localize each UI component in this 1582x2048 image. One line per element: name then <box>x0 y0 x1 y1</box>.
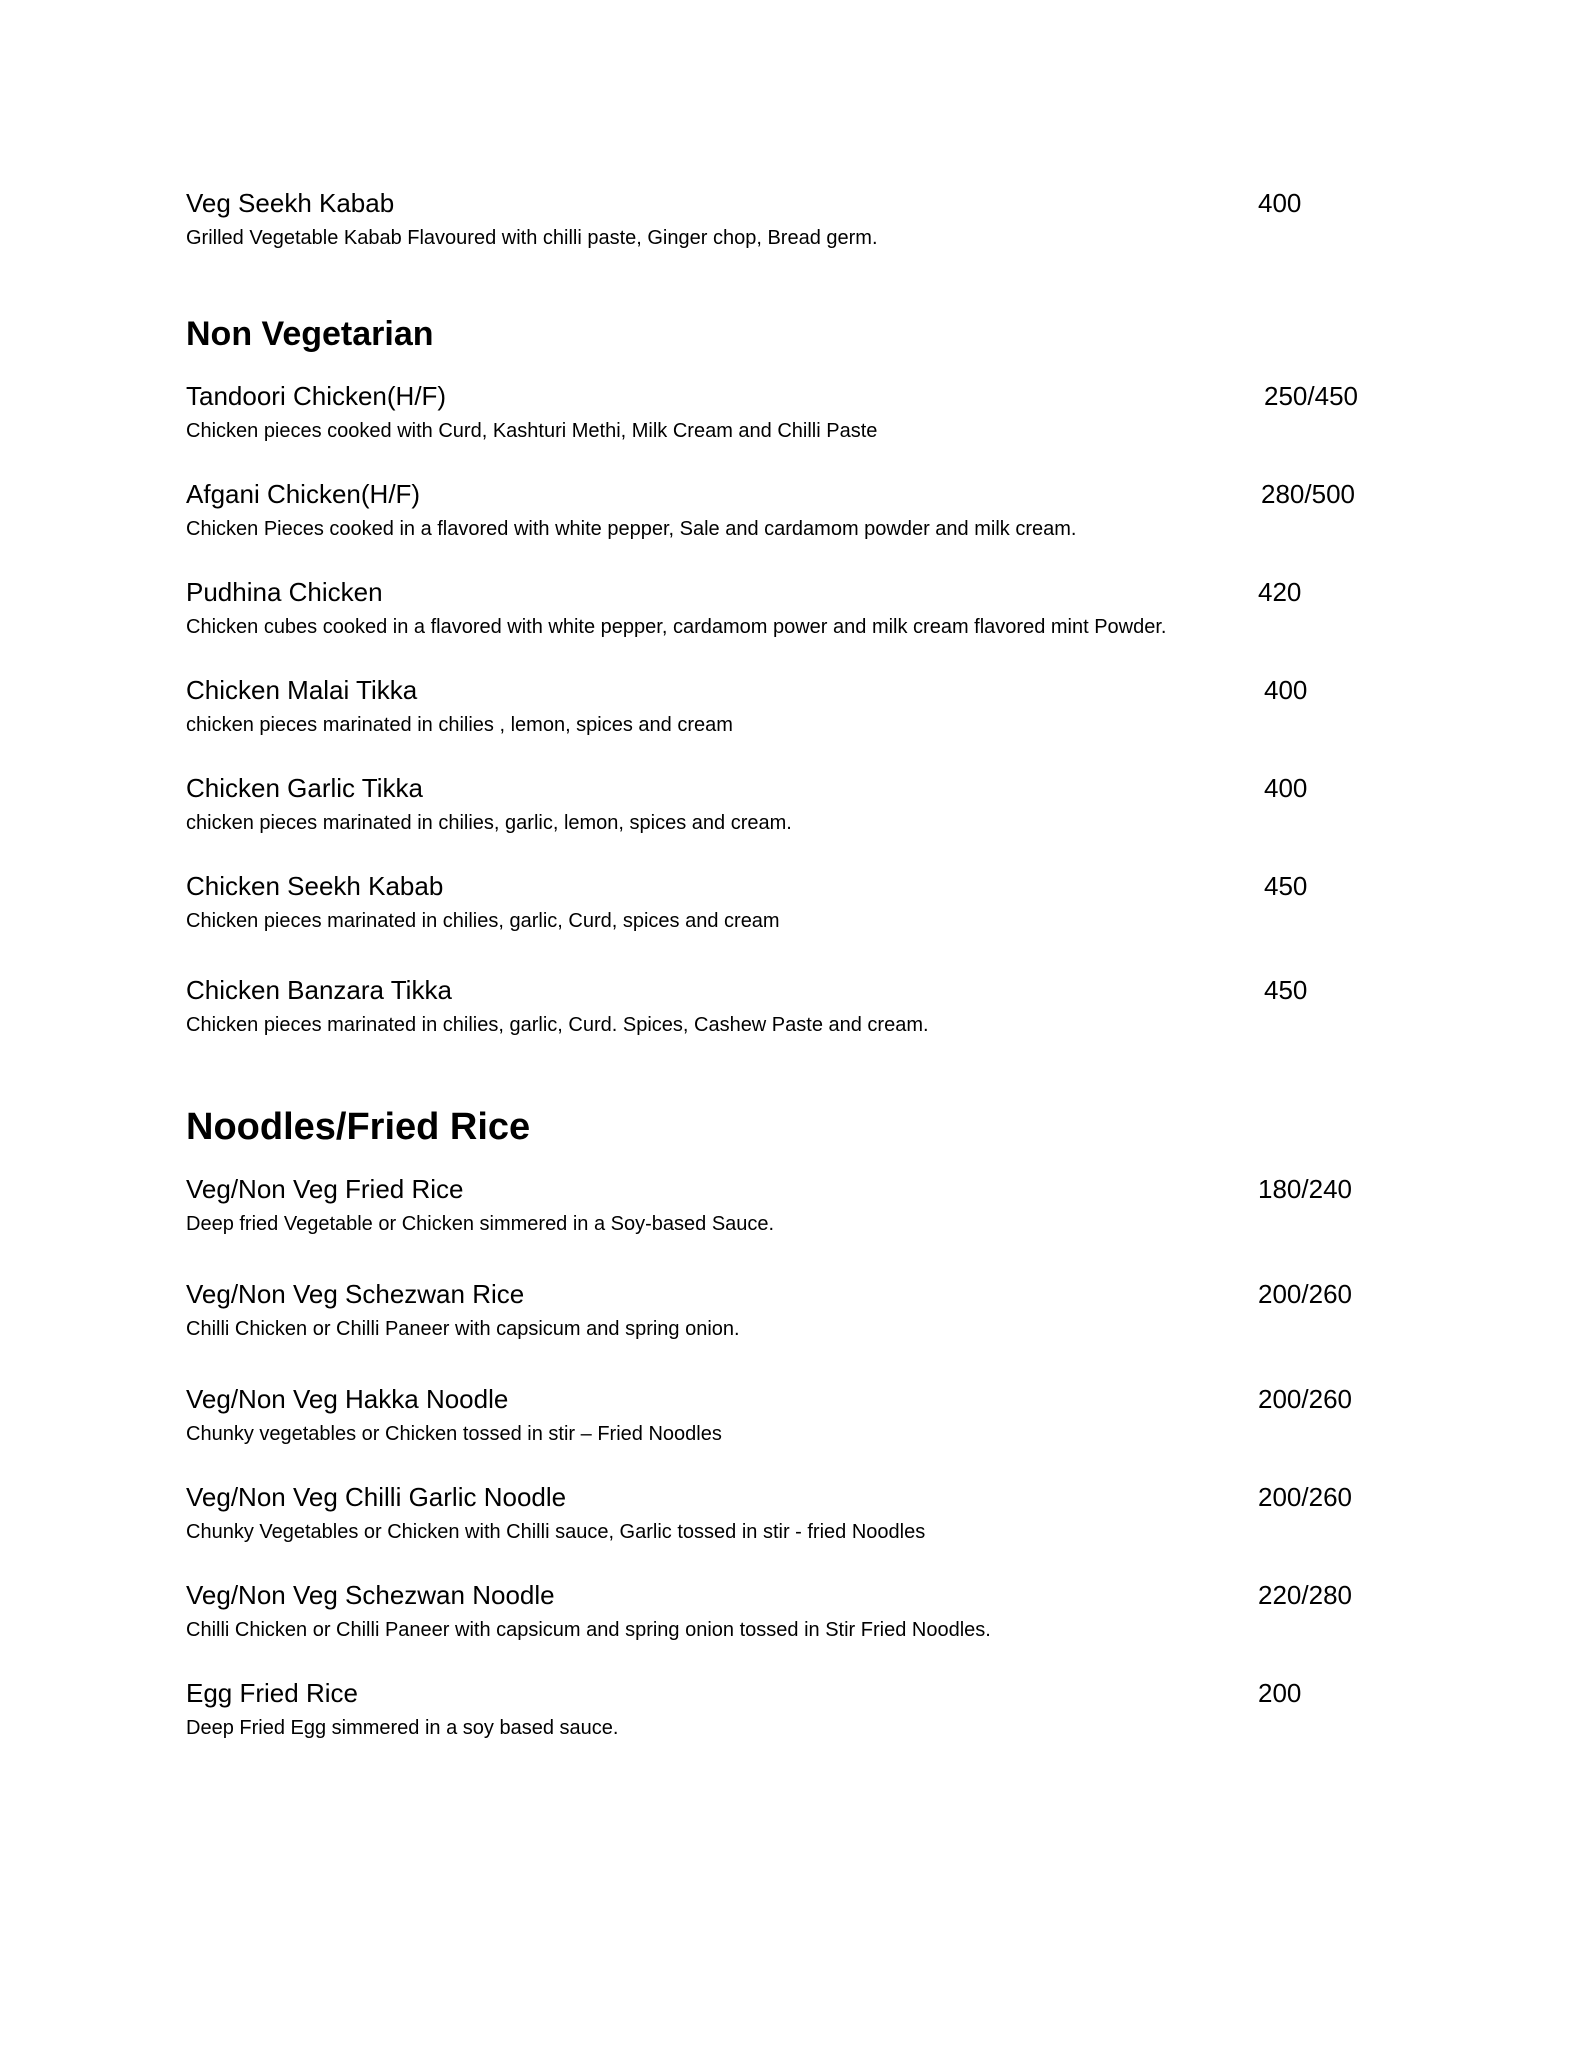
item-name: Chicken Malai Tikka <box>186 675 418 705</box>
item-description: Chilli Chicken or Chilli Paneer with capsicum and spring onion. <box>186 1318 740 1340</box>
item-name: Veg Seekh Kabab <box>186 188 395 218</box>
item-price: 200/260 <box>1258 1384 1352 1414</box>
item-name: Chicken Seekh Kabab <box>186 871 444 901</box>
item-description: Deep fried Vegetable or Chicken simmered in a Soy-based Sauce. <box>186 1213 775 1235</box>
item-description: chicken pieces marinated in chilies, garlic, lemon, spices and cream. <box>186 812 792 834</box>
item-price: 400 <box>1264 675 1308 705</box>
item-price: 200/260 <box>1258 1279 1352 1309</box>
item-description: Chunky vegetables or Chicken tossed in stir – Fried Noodles <box>186 1423 722 1445</box>
item-description: Chicken cubes cooked in a flavored with white pepper, cardamom power and milk cream flavored mint Powder. <box>186 616 1167 638</box>
item-name: Pudhina Chicken <box>186 577 383 607</box>
section-heading-noodles-fried-rice: Noodles/Fried Rice <box>186 1106 531 1148</box>
item-name: Veg/Non Veg Schezwan Noodle <box>186 1580 555 1610</box>
item-price: 180/240 <box>1258 1174 1352 1204</box>
item-price: 400 <box>1258 188 1302 218</box>
item-price: 220/280 <box>1258 1580 1352 1610</box>
item-price: 280/500 <box>1261 479 1355 509</box>
item-price: 200/260 <box>1258 1482 1352 1512</box>
item-description: Grilled Vegetable Kabab Flavoured with chilli paste, Ginger chop, Bread germ. <box>186 227 878 249</box>
item-name: Chicken Garlic Tikka <box>186 773 423 803</box>
item-name: Veg/Non Veg Hakka Noodle <box>186 1384 509 1414</box>
item-name: Veg/Non Veg Chilli Garlic Noodle <box>186 1482 567 1512</box>
item-description: Chicken pieces cooked with Curd, Kashturi Methi, Milk Cream and Chilli Paste <box>186 420 878 442</box>
item-description: chicken pieces marinated in chilies , lemon, spices and cream <box>186 714 733 736</box>
item-description: Deep Fried Egg simmered in a soy based sauce. <box>186 1717 619 1739</box>
item-price: 200 <box>1258 1678 1302 1708</box>
item-description: Chilli Chicken or Chilli Paneer with capsicum and spring onion tossed in Stir Fried Noodles. <box>186 1619 991 1641</box>
item-price: 400 <box>1264 773 1308 803</box>
item-name: Chicken Banzara Tikka <box>186 975 452 1005</box>
item-price: 450 <box>1264 975 1308 1005</box>
item-description: Chunky Vegetables or Chicken with Chilli sauce, Garlic tossed in stir - fried Noodles <box>186 1521 926 1543</box>
item-description: Chicken pieces marinated in chilies, garlic, Curd. Spices, Cashew Paste and cream. <box>186 1014 929 1036</box>
item-name: Egg Fried Rice <box>186 1678 358 1708</box>
item-name: Veg/Non Veg Schezwan Rice <box>186 1279 525 1309</box>
item-price: 450 <box>1264 871 1308 901</box>
item-price: 420 <box>1258 577 1302 607</box>
item-name: Veg/Non Veg Fried Rice <box>186 1174 464 1204</box>
section-heading-non-vegetarian: Non Vegetarian <box>186 315 434 353</box>
item-description: Chicken pieces marinated in chilies, garlic, Curd, spices and cream <box>186 910 780 932</box>
item-name: Afgani Chicken(H/F) <box>186 479 421 509</box>
item-price: 250/450 <box>1264 381 1358 411</box>
item-name: Tandoori Chicken(H/F) <box>186 381 447 411</box>
item-description: Chicken Pieces cooked in a flavored with white pepper, Sale and cardamom powder and milk cream. <box>186 518 1077 540</box>
